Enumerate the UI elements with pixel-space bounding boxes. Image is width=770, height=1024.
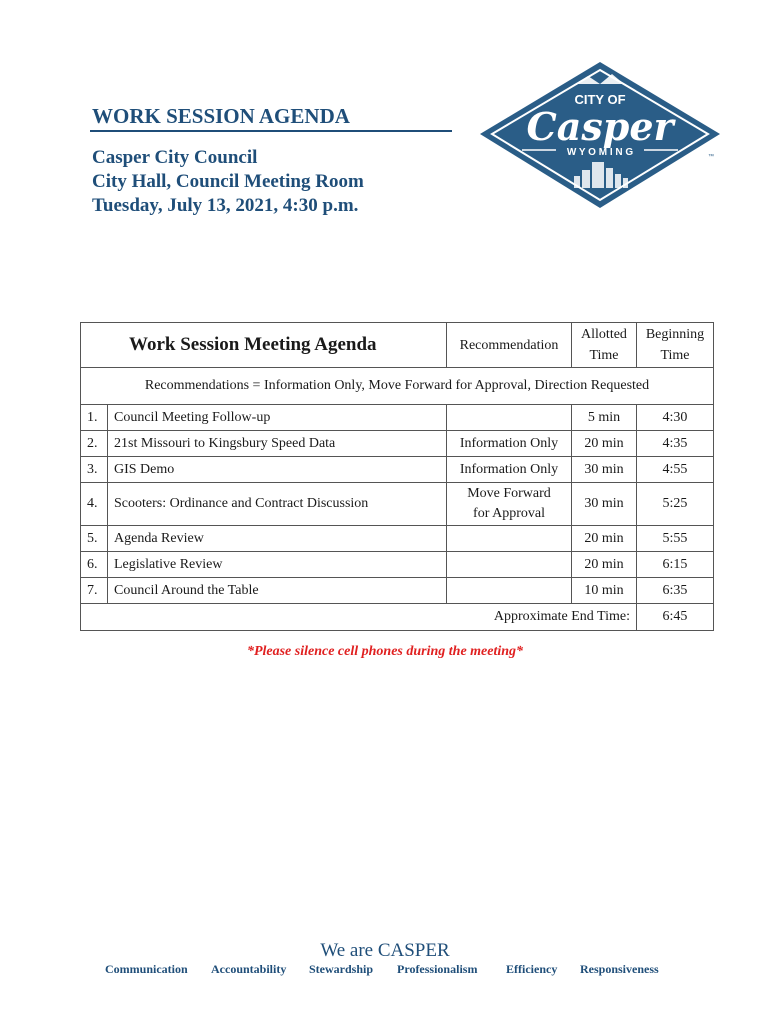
silence-phones-notice: *Please silence cell phones during the meeting* <box>246 644 524 659</box>
value-professionalism: Professionalism <box>397 962 478 976</box>
item-begin: 6:35 <box>637 578 714 604</box>
footer-values <box>105 962 670 977</box>
footer-tagline: We are CASPER <box>320 940 450 961</box>
logo-state-text: W Y O M I N G <box>566 147 634 158</box>
subtitle-location: City Hall, Council Meeting Room <box>92 171 364 192</box>
header-beginning-line1: Beginning <box>645 327 705 342</box>
item-recommendation-line1: Information Only <box>459 435 559 451</box>
item-recommendation <box>447 526 572 552</box>
subtitle-datetime: Tuesday, July 13, 2021, 4:30 p.m. <box>92 195 359 216</box>
table-row <box>81 552 714 578</box>
value-stewardship: Stewardship <box>309 962 374 976</box>
item-title: Council Meeting Follow-up <box>108 405 447 431</box>
item-begin: 4:35 <box>637 431 714 457</box>
item-begin: 5:55 <box>637 526 714 552</box>
item-number: 6. <box>81 552 108 578</box>
header-beginning <box>637 323 714 368</box>
item-title: 21st Missouri to Kingsbury Speed Data <box>108 431 447 457</box>
item-recommendation <box>447 483 572 526</box>
header-allotted <box>572 323 637 368</box>
item-number: 7. <box>81 578 108 604</box>
item-begin: 4:55 <box>637 457 714 483</box>
item-begin: 4:30 <box>637 405 714 431</box>
table-header-row <box>81 323 714 368</box>
item-title: GIS Demo <box>108 457 447 483</box>
value-efficiency: Efficiency <box>506 962 558 976</box>
value-responsiveness: Responsiveness <box>580 962 659 976</box>
item-allotted: 20 min <box>572 526 637 552</box>
item-allotted: 10 min <box>572 578 637 604</box>
legend-row <box>81 368 714 405</box>
item-begin: 5:25 <box>637 483 714 526</box>
item-recommendation-line2: for Approval <box>473 506 545 521</box>
table-row <box>81 431 714 457</box>
item-number: 5. <box>81 526 108 552</box>
item-number: 2. <box>81 431 108 457</box>
item-number: 1. <box>81 405 108 431</box>
logo-tm: ™ <box>708 154 714 160</box>
item-recommendation <box>447 431 572 457</box>
item-number: 4. <box>81 483 108 526</box>
page-title: WORK SESSION AGENDA <box>92 104 350 128</box>
logo-main-text: Casper <box>526 104 674 149</box>
item-recommendation-line1: Move Forward <box>467 486 551 501</box>
end-time-value: 6:45 <box>637 604 714 631</box>
header-recommendation: Recommendation <box>447 323 572 368</box>
title-underline <box>90 130 452 132</box>
item-recommendation <box>447 578 572 604</box>
table-row <box>81 405 714 431</box>
header-allotted-line2: Time <box>589 348 619 363</box>
end-time-label: Approximate End Time: <box>81 604 637 631</box>
item-title: Council Around the Table <box>108 578 447 604</box>
item-recommendation-line1: Information Only <box>459 461 559 477</box>
item-title: Scooters: Ordinance and Contract Discussion <box>108 483 447 526</box>
header-beginning-line2: Time <box>660 348 690 363</box>
item-begin: 6:15 <box>637 552 714 578</box>
end-time-row <box>81 604 714 631</box>
logo-top-text: CITY OF <box>574 92 626 107</box>
item-title: Agenda Review <box>108 526 447 552</box>
item-allotted: 30 min <box>572 483 637 526</box>
agenda-table <box>80 322 714 631</box>
city-of-casper-logo <box>476 58 724 216</box>
subtitle-council: Casper City Council <box>92 147 258 168</box>
table-row <box>81 526 714 552</box>
item-recommendation <box>447 457 572 483</box>
header-allotted-line1: Allotted <box>581 327 627 342</box>
table-row <box>81 457 714 483</box>
item-allotted: 20 min <box>572 431 637 457</box>
header-agenda: Work Session Meeting Agenda <box>81 323 447 368</box>
value-communication: Communication <box>105 962 188 976</box>
item-allotted: 5 min <box>572 405 637 431</box>
item-number: 3. <box>81 457 108 483</box>
table-row <box>81 483 714 526</box>
item-title: Legislative Review <box>108 552 447 578</box>
table-row <box>81 578 714 604</box>
item-recommendation <box>447 405 572 431</box>
recommendation-legend: Recommendations = Information Only, Move Forward for Approval, Direction Requested <box>81 368 714 405</box>
item-allotted: 20 min <box>572 552 637 578</box>
value-accountability: Accountability <box>211 962 287 976</box>
item-recommendation <box>447 552 572 578</box>
item-allotted: 30 min <box>572 457 637 483</box>
